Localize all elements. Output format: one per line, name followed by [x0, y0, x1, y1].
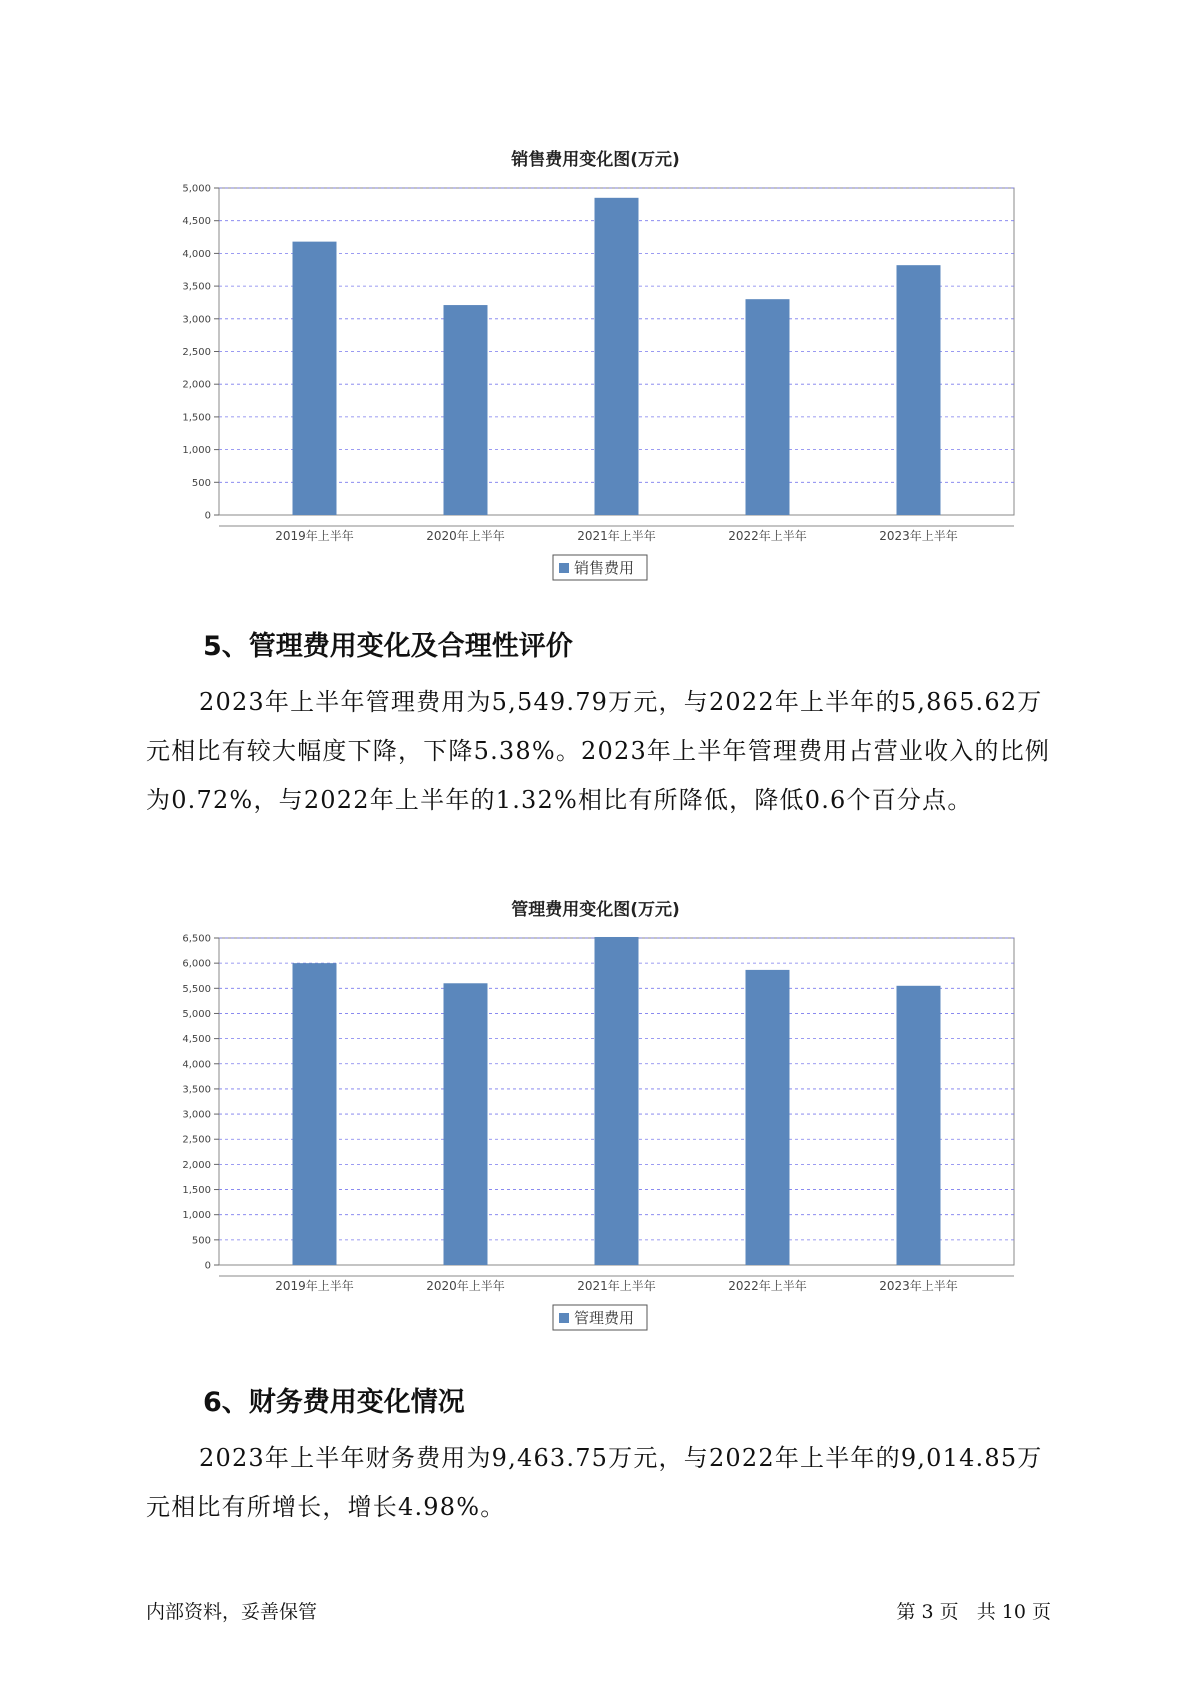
bar — [897, 986, 941, 1265]
x-tick-label: 2023年上半年 — [879, 1279, 958, 1293]
y-tick-label: 1,000 — [182, 1210, 211, 1222]
x-tick-label: 2021年上半年 — [577, 529, 656, 543]
y-tick-label: 4,000 — [182, 1059, 211, 1071]
sales-expense-chart-title: 销售费用变化图(万元) — [511, 150, 680, 170]
x-tick-label: 2022年上半年 — [728, 529, 807, 543]
legend-swatch — [559, 1313, 569, 1323]
y-tick-label: 5,000 — [182, 183, 211, 195]
bar — [746, 299, 790, 515]
x-tick-label: 2021年上半年 — [577, 1279, 656, 1293]
bar — [595, 937, 639, 1265]
section-6-heading: 6、财务费用变化情况 — [203, 1387, 465, 1418]
legend-label: 销售费用 — [574, 559, 635, 577]
y-tick-label: 1,500 — [182, 412, 211, 424]
y-tick-label: 5,500 — [182, 983, 211, 995]
y-tick-label: 1,000 — [182, 445, 211, 457]
y-tick-label: 4,500 — [182, 216, 211, 228]
y-tick-label: 4,500 — [182, 1034, 211, 1046]
y-tick-label: 6,500 — [182, 933, 211, 945]
y-tick-label: 0 — [204, 510, 211, 522]
footer-confidential-note: 内部资料，妥善保管 — [146, 1601, 318, 1623]
y-tick-label: 3,000 — [182, 314, 211, 326]
section-5-paragraph: 2023年上半年管理费用为5,549.79万元，与2022年上半年的5,865.62万元相比有较大幅度下降，下降5.38%。2023年上半年管理费用占营业收入的比例为0.72%，与2022年上半年的1.32%相比有所降低，降低0.6个百分点。 — [146, 688, 1051, 814]
y-tick-label: 3,000 — [182, 1109, 211, 1121]
admin-expense-chart — [0, 930, 1191, 1350]
bar — [897, 265, 941, 515]
bar — [444, 305, 488, 515]
admin-expense-chart-title: 管理费用变化图(万元) — [511, 900, 680, 920]
y-tick-label: 3,500 — [182, 1084, 211, 1096]
y-tick-label: 2,500 — [182, 347, 211, 358]
bar — [595, 198, 639, 515]
x-tick-label: 2023年上半年 — [879, 529, 958, 543]
y-tick-label: 3,500 — [182, 281, 211, 293]
bar — [293, 963, 337, 1265]
y-tick-label: 1,500 — [182, 1185, 211, 1197]
x-tick-label: 2020年上半年 — [426, 529, 505, 543]
y-tick-label: 500 — [191, 477, 211, 489]
y-tick-label: 6,000 — [182, 958, 211, 970]
legend-swatch — [559, 563, 569, 573]
bar — [746, 970, 790, 1265]
legend-label: 管理费用 — [574, 1309, 635, 1327]
y-tick-label: 5,000 — [182, 1008, 211, 1020]
x-tick-label: 2020年上半年 — [426, 1279, 505, 1293]
y-tick-label: 0 — [204, 1260, 211, 1272]
footer-page-number: 第 3 页 共 10 页 — [896, 1601, 1051, 1623]
y-tick-label: 4,000 — [182, 248, 211, 260]
y-tick-label: 2,000 — [182, 1159, 211, 1171]
y-tick-label: 2,000 — [182, 379, 211, 391]
y-tick-label: 2,500 — [182, 1134, 211, 1146]
section-6-paragraph: 2023年上半年财务费用为9,463.75万元，与2022年上半年的9,014.85万元相比有所增长，增长4.98%。 — [146, 1444, 1043, 1521]
y-tick-label: 500 — [191, 1235, 211, 1247]
bar — [444, 983, 488, 1265]
section-5-heading: 5、管理费用变化及合理性评价 — [203, 631, 573, 662]
x-tick-label: 2022年上半年 — [728, 1279, 807, 1293]
x-tick-label: 2019年上半年 — [275, 529, 354, 543]
x-tick-label: 2019年上半年 — [275, 1279, 354, 1293]
bar — [293, 242, 337, 515]
sales-expense-chart — [0, 180, 1191, 600]
